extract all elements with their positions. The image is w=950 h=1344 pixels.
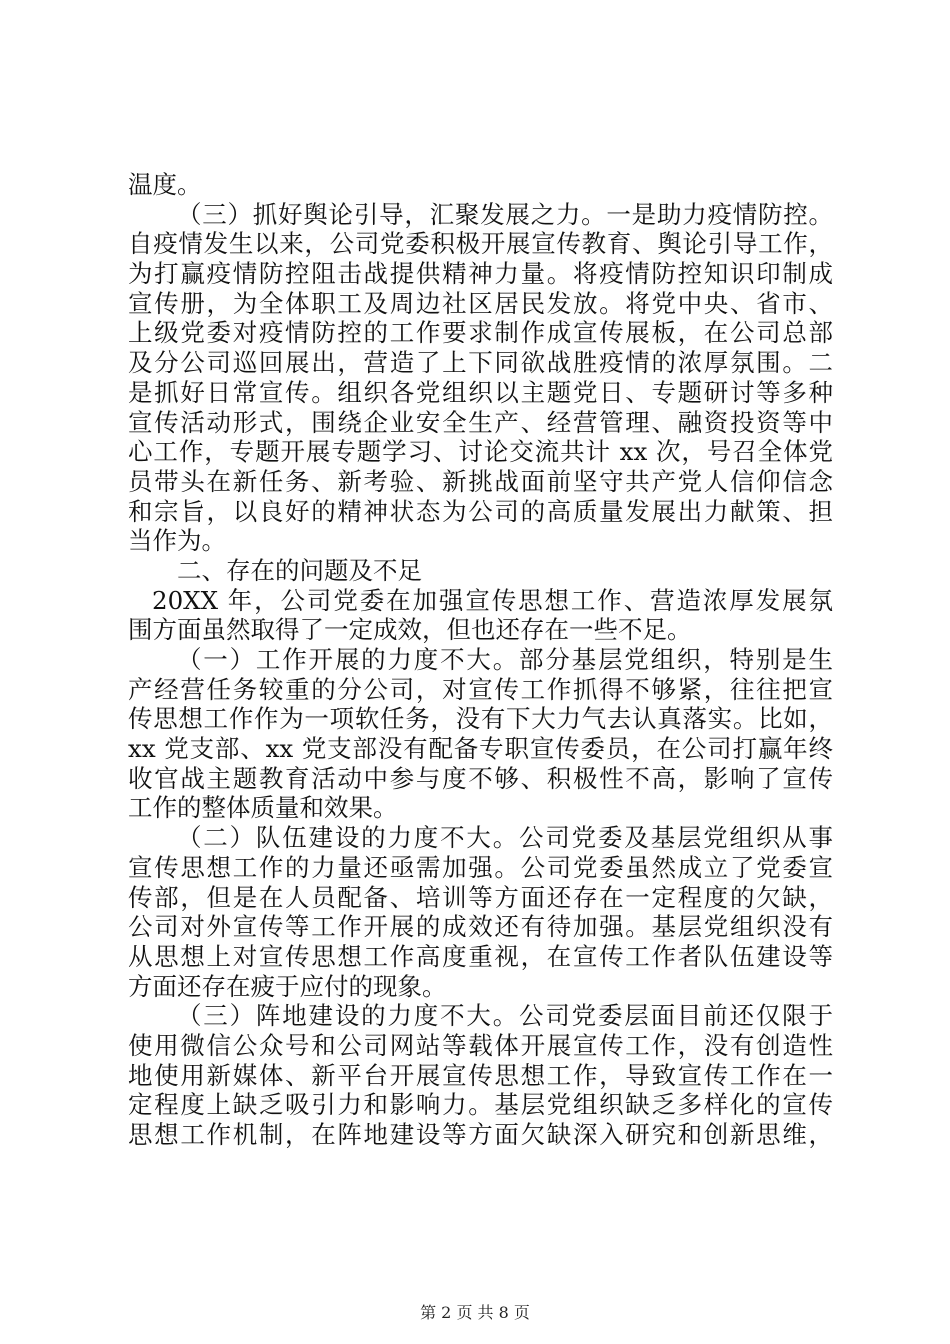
- document-body: [128, 170, 833, 1150]
- text-line: 宣传活动形式，围绕企业安全生产、经营管理、融资投资等中: [128, 407, 833, 437]
- text-line: 收官战主题教育活动中参与度不够、积极性不高，影响了宣传: [128, 763, 833, 793]
- text-line: 公司对外宣传等工作开展的成效还有待加强。基层党组织没有: [128, 912, 833, 942]
- text-line: （二）队伍建设的力度不大。公司党委及基层党组织从事: [177, 823, 833, 853]
- text-line: （三）抓好舆论引导，汇聚发展之力。一是助力疫情防控。: [177, 199, 833, 229]
- text-line: 及分公司巡回展出，营造了上下同欲战胜疫情的浓厚氛围。二: [128, 348, 833, 378]
- text-line: 方面还存在疲于应付的现象。: [128, 971, 447, 1001]
- text-line: 自疫情发生以来，公司党委积极开展宣传教育、舆论引导工作，: [128, 229, 833, 259]
- text-line: 宣传册，为全体职工及周边社区居民发放。将党中央、省市、: [128, 288, 833, 318]
- text-line: 从思想上对宣传思想工作高度重视，在宣传工作者队伍建设等: [128, 941, 833, 971]
- text-line: 当作为。: [128, 526, 226, 556]
- text-line: 传部，但是在人员配备、培训等方面还存在一定程度的欠缺，: [128, 882, 833, 912]
- text-line: 宣传思想工作的力量还亟需加强。公司党委虽然成立了党委宣: [128, 852, 833, 882]
- text-line: 地使用新媒体、新平台开展宣传思想工作，导致宣传工作在一: [128, 1060, 833, 1090]
- text-line: （三）阵地建设的力度不大。公司党委层面目前还仅限于: [177, 1001, 833, 1031]
- text-line: 使用微信公众号和公司网站等载体开展宣传工作，没有创造性: [128, 1030, 833, 1060]
- text-line: 心工作，专题开展专题学习、讨论交流共计 xx 次，号召全体党: [128, 437, 833, 467]
- text-line: 工作的整体质量和效果。: [128, 793, 398, 823]
- text-line: 产经营任务较重的分公司，对宣传工作抓得不够紧，往往把宣: [128, 674, 833, 704]
- text-line: xx 党支部、xx 党支部没有配备专职宣传委员，在公司打赢年终: [128, 734, 833, 764]
- text-line: 20XX 年，公司党委在加强宣传思想工作、营造浓厚发展氛: [152, 585, 833, 615]
- page-footer: 第 2 页 共 8 页: [420, 1303, 530, 1322]
- text-line: 上级党委对疫情防控的工作要求制作成宣传展板，在公司总部: [128, 318, 833, 348]
- text-line: 和宗旨，以良好的精神状态为公司的高质量发展出力献策、担: [128, 496, 833, 526]
- text-line: （一）工作开展的力度不大。部分基层党组织，特别是生: [177, 645, 833, 674]
- text-line: 思想工作机制，在阵地建设等方面欠缺深入研究和创新思维，: [128, 1120, 833, 1149]
- text-line: 围方面虽然取得了一定成效，但也还存在一些不足。: [128, 615, 692, 645]
- text-line: 为打赢疫情防控阻击战提供精神力量。将疫情防控知识印制成: [128, 259, 833, 289]
- text-line: 定程度上缺乏吸引力和影响力。基层党组织缺乏多样化的宣传: [128, 1090, 833, 1120]
- text-line: 温度。: [128, 170, 202, 199]
- text-line: 传思想工作作为一项软任务，没有下大力气去认真落实。比如，: [128, 704, 833, 734]
- text-line: 是抓好日常宣传。组织各党组织以主题党日、专题研讨等多种: [128, 377, 833, 407]
- text-line: 员带头在新任务、新考验、新挑战面前坚守共产党人信仰信念: [128, 466, 833, 496]
- text-line: 二、存在的问题及不足: [177, 555, 422, 585]
